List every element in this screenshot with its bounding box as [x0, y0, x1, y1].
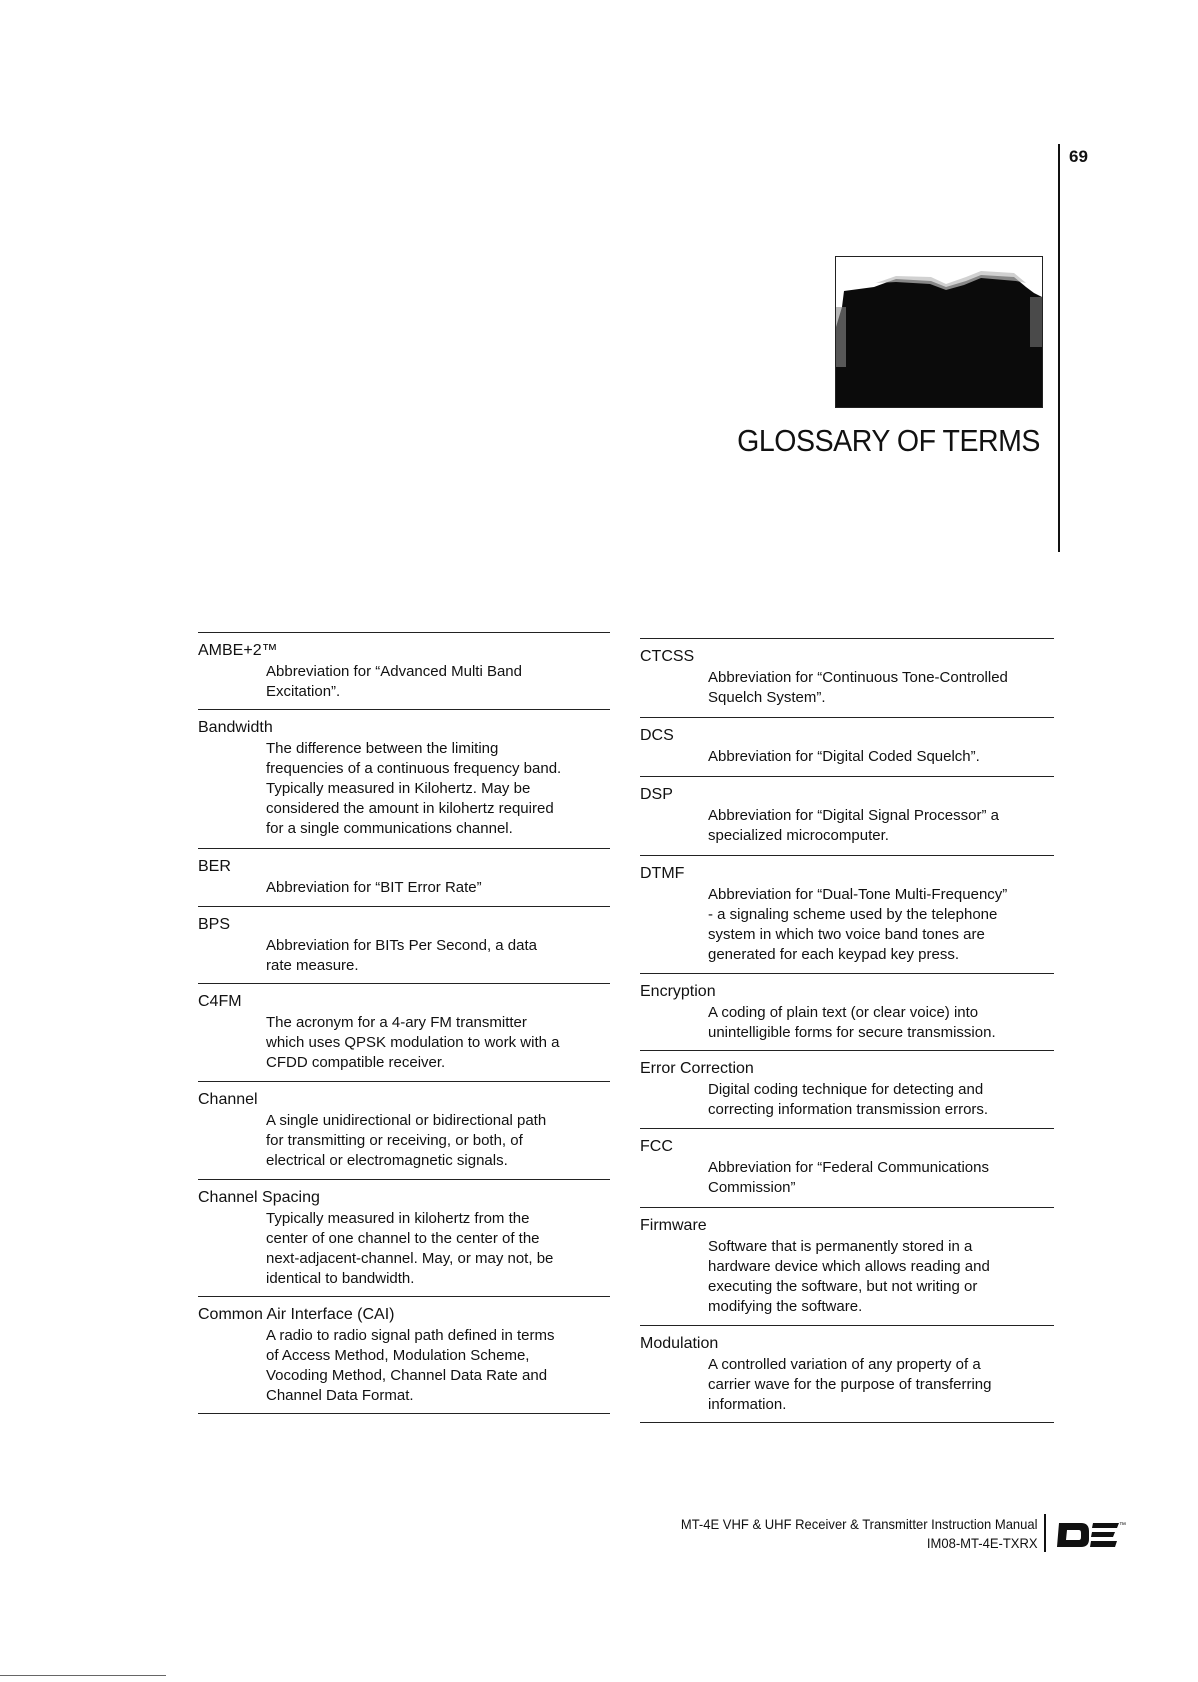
glossary-entry — [640, 776, 1054, 855]
glossary-entry — [640, 855, 1054, 973]
glossary-term: Modulation — [640, 1335, 719, 1352]
glossary-term: Bandwidth — [198, 719, 273, 736]
glossary-entry — [198, 848, 610, 906]
glossary-term: Error Correction — [640, 1060, 754, 1077]
glossary-definition: A radio to radio signal path defined in terms of Access Method, Modulation Scheme, Vocoding Method, Channel Data Rate and Channel Data Format. — [266, 1327, 555, 1404]
glossary-term: Channel — [198, 1091, 258, 1108]
glossary-definition: Digital coding technique for detecting and correcting information transmission errors. — [708, 1081, 989, 1118]
page-edge-rule — [1058, 144, 1060, 552]
glossary-entry — [640, 1050, 1054, 1128]
glossary-definition: The acronym for a 4-ary FM transmitter which uses QPSK modulation to work with a CFDD compatible receiver. — [266, 1014, 560, 1071]
glossary-term: Encryption — [640, 983, 716, 1000]
glossary-definition: Abbreviation for BITs Per Second, a data rate measure. — [266, 937, 537, 974]
glossary-term: C4FM — [198, 993, 242, 1010]
footer-manual-title: MT-4E VHF & UHF Receiver & Transmitter Instruction Manual — [681, 1516, 1038, 1532]
de-logo-icon — [1055, 1517, 1125, 1553]
glossary-right-column — [640, 638, 1054, 1423]
glossary-definition: Abbreviation for “Dual-Tone Multi-Frequency” - a signaling scheme used by the telephone system in which two voice band tones are generated for each keypad key press. — [708, 886, 1008, 963]
glossary-entry — [640, 638, 1054, 717]
glossary-definition: A single unidirectional or bidirectional path for transmitting or receiving, or both, of electrical or electromagnetic signals. — [266, 1112, 547, 1169]
glossary-definition: A controlled variation of any property of a carrier wave for the purpose of transferring information. — [708, 1356, 992, 1413]
glossary-definition: Typically measured in kilohertz from the center of one channel to the center of the next-adjacent-channel. May, or may not, be identical to bandwidth. — [266, 1210, 554, 1287]
page-title: GLOSSARY OF TERMS — [737, 423, 1040, 458]
glossary-entry — [198, 1081, 610, 1179]
glossary-definition: A coding of plain text (or clear voice) into unintelligible forms for secure transmission. — [708, 1004, 996, 1041]
glossary-term: Common Air Interface (CAI) — [198, 1306, 395, 1323]
glossary-definition: Abbreviation for “Federal Communications Commission” — [708, 1159, 989, 1196]
footer-divider — [1044, 1514, 1046, 1552]
glossary-definition: Abbreviation for “BIT Error Rate” — [266, 879, 482, 896]
glossary-definition: Abbreviation for “Digital Signal Processor” a specialized microcomputer. — [708, 807, 999, 844]
glossary-term: BER — [198, 858, 231, 875]
footer-document-id: IM08-MT-4E-TXRX — [927, 1535, 1038, 1551]
logo-trademark: ™ — [1119, 1522, 1126, 1529]
glossary-term: Channel Spacing — [198, 1189, 320, 1206]
glossary-term: DTMF — [640, 865, 685, 882]
glossary-entry — [198, 632, 610, 709]
glossary-term: Firmware — [640, 1217, 707, 1234]
chapter-image — [835, 256, 1043, 408]
glossary-definition: Abbreviation for “Advanced Multi Band Excitation”. — [266, 663, 522, 700]
glossary-entry — [198, 709, 610, 848]
glossary-definition: Abbreviation for “Digital Coded Squelch”. — [708, 748, 980, 765]
glossary-entry — [640, 1325, 1054, 1423]
glossary-entry — [640, 973, 1054, 1050]
glossary-definition: Abbreviation for “Continuous Tone-Controlled Squelch System”. — [708, 669, 1008, 706]
glossary-entry — [198, 906, 610, 983]
scan-edge-line — [0, 1675, 166, 1676]
glossary-entry — [198, 1179, 610, 1296]
glossary-term: BPS — [198, 916, 231, 933]
glossary-left-column — [198, 632, 610, 1414]
glossary-term: DSP — [640, 786, 673, 803]
page-number: 69 — [1069, 147, 1088, 166]
glossary-definition: The difference between the limiting frequencies of a continuous frequency band. Typically measured in Kilohertz. May be considered the amount in kilohertz required for a single communications channel. — [266, 740, 562, 837]
glossary-term: AMBE+2™ — [198, 642, 278, 659]
footer — [681, 1515, 1038, 1553]
glossary-term: FCC — [640, 1138, 673, 1155]
glossary-entry — [640, 717, 1054, 776]
company-logo — [1055, 1517, 1125, 1553]
glossary-entry — [198, 983, 610, 1081]
glossary-entry — [198, 1296, 610, 1414]
glossary-definition: Software that is permanently stored in a hardware device which allows reading and executing the software, but not writing or modifying the software. — [708, 1238, 990, 1315]
glossary-term: DCS — [640, 727, 674, 744]
glossary-entry — [640, 1207, 1054, 1325]
glossary-term: CTCSS — [640, 648, 695, 665]
glossary-entry — [640, 1128, 1054, 1207]
